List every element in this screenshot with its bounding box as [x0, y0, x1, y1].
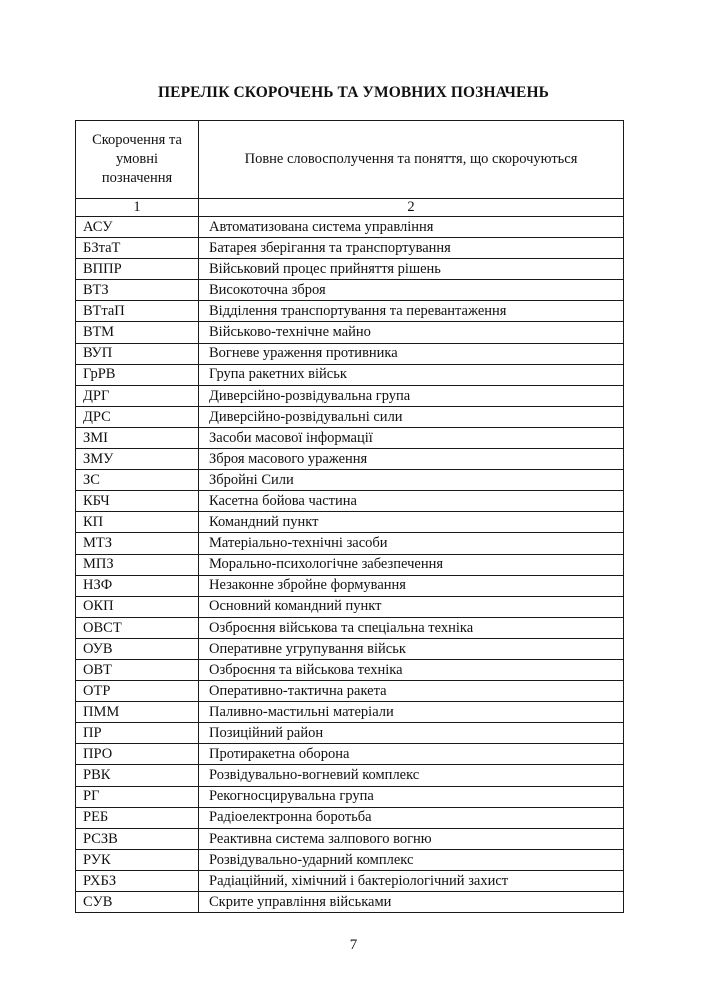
full-term-cell: Командний пункт	[199, 512, 624, 533]
header-full-term: Повне словосполучення та поняття, що скорочуються	[199, 121, 624, 199]
abbreviation-cell: НЗФ	[76, 575, 199, 596]
abbreviation-cell: ЗМІ	[76, 427, 199, 448]
abbreviation-cell: ДРС	[76, 406, 199, 427]
abbreviation-cell: ГрРВ	[76, 364, 199, 385]
table-row	[76, 259, 624, 280]
abbreviation-cell: ВУП	[76, 343, 199, 364]
table-row	[76, 807, 624, 828]
column-number-1: 1	[76, 199, 199, 217]
abbreviation-cell: ДРГ	[76, 385, 199, 406]
table-row	[76, 322, 624, 343]
table-row	[76, 406, 624, 427]
full-term-cell: Скрите управління військами	[199, 892, 624, 913]
abbreviation-cell: ВТЗ	[76, 280, 199, 301]
abbreviation-cell: ВППР	[76, 259, 199, 280]
table-row	[76, 828, 624, 849]
page-title: ПЕРЕЛІК СКОРОЧЕНЬ ТА УМОВНИХ ПОЗНАЧЕНЬ	[158, 84, 549, 101]
column-number-row	[76, 199, 624, 217]
table-row	[76, 554, 624, 575]
abbreviation-cell: ОУВ	[76, 638, 199, 659]
full-term-cell: Матеріально-технічні засоби	[199, 533, 624, 554]
table-row	[76, 238, 624, 259]
full-term-cell: Оперативно-тактична ракета	[199, 681, 624, 702]
table-row	[76, 470, 624, 491]
abbreviation-cell: РГ	[76, 786, 199, 807]
table-row	[76, 301, 624, 322]
full-term-cell: Вогневе ураження противника	[199, 343, 624, 364]
table-row	[76, 786, 624, 807]
full-term-cell: Паливно-мастильні матеріали	[199, 702, 624, 723]
table-row	[76, 449, 624, 470]
full-term-cell: Розвідувально-ударний комплекс	[199, 849, 624, 870]
full-term-cell: Автоматизована система управління	[199, 217, 624, 238]
abbreviation-cell: ВТтаП	[76, 301, 199, 322]
abbreviation-cell: СУВ	[76, 892, 199, 913]
full-term-cell: Батарея зберігання та транспортування	[199, 238, 624, 259]
full-term-cell: Рекогносцирувальна група	[199, 786, 624, 807]
page-number: 7	[349, 937, 358, 953]
table-row	[76, 491, 624, 512]
table-row	[76, 849, 624, 870]
abbreviations-table	[75, 120, 624, 913]
table-row	[76, 659, 624, 680]
abbreviation-cell: КБЧ	[76, 491, 199, 512]
table-row	[76, 723, 624, 744]
full-term-cell: Морально-психологічне забезпечення	[199, 554, 624, 575]
table-body	[76, 217, 624, 913]
abbreviation-cell: РУК	[76, 849, 199, 870]
table-row	[76, 744, 624, 765]
table-row	[76, 892, 624, 913]
full-term-cell: Група ракетних військ	[199, 364, 624, 385]
header-abbreviation: Скорочення та умовні позначення	[76, 121, 199, 199]
abbreviation-cell: ОТР	[76, 681, 199, 702]
full-term-cell: Високоточна зброя	[199, 280, 624, 301]
abbreviation-cell: РХБЗ	[76, 870, 199, 891]
full-term-cell: Радіоелектронна боротьба	[199, 807, 624, 828]
table-row	[76, 702, 624, 723]
abbreviation-cell: ВТМ	[76, 322, 199, 343]
table-row	[76, 617, 624, 638]
full-term-cell: Диверсійно-розвідувальна група	[199, 385, 624, 406]
table-row	[76, 596, 624, 617]
full-term-cell: Протиракетна оборона	[199, 744, 624, 765]
full-term-cell: Збройні Сили	[199, 470, 624, 491]
abbreviation-cell: ОВТ	[76, 659, 199, 680]
table-row	[76, 343, 624, 364]
table-row	[76, 765, 624, 786]
abbreviation-cell: ПРО	[76, 744, 199, 765]
full-term-cell: Розвідувально-вогневий комплекс	[199, 765, 624, 786]
abbreviation-cell: РСЗВ	[76, 828, 199, 849]
table-row	[76, 575, 624, 596]
table-row	[76, 427, 624, 448]
full-term-cell: Засоби масової інформації	[199, 427, 624, 448]
abbreviation-cell: ПР	[76, 723, 199, 744]
full-term-cell: Радіаційний, хімічний і бактеріологічний захист	[199, 870, 624, 891]
full-term-cell: Озброєння та військова техніка	[199, 659, 624, 680]
table-row	[76, 280, 624, 301]
abbreviation-cell: МТЗ	[76, 533, 199, 554]
abbreviation-cell: РЕБ	[76, 807, 199, 828]
abbreviation-cell: ПММ	[76, 702, 199, 723]
table-row	[76, 217, 624, 238]
table-row	[76, 638, 624, 659]
table-row	[76, 512, 624, 533]
full-term-cell: Незаконне збройне формування	[199, 575, 624, 596]
full-term-cell: Оперативне угрупування військ	[199, 638, 624, 659]
full-term-cell: Військовий процес прийняття рішень	[199, 259, 624, 280]
full-term-cell: Диверсійно-розвідувальні сили	[199, 406, 624, 427]
abbreviation-cell: ОКП	[76, 596, 199, 617]
abbreviation-cell: ОВСТ	[76, 617, 199, 638]
column-number-2: 2	[199, 199, 624, 217]
table-row	[76, 364, 624, 385]
table-row	[76, 385, 624, 406]
full-term-cell: Військово-технічне майно	[199, 322, 624, 343]
full-term-cell: Основний командний пункт	[199, 596, 624, 617]
full-term-cell: Відділення транспортування та перевантаження	[199, 301, 624, 322]
abbreviation-cell: ЗМУ	[76, 449, 199, 470]
abbreviation-cell: АСУ	[76, 217, 199, 238]
abbreviation-cell: РВК	[76, 765, 199, 786]
full-term-cell: Озброєння військова та спеціальна техніка	[199, 617, 624, 638]
full-term-cell: Зброя масового ураження	[199, 449, 624, 470]
table-row	[76, 533, 624, 554]
table-header-row	[76, 121, 624, 199]
abbreviation-cell: КП	[76, 512, 199, 533]
table-row	[76, 870, 624, 891]
abbreviation-cell: БЗтаТ	[76, 238, 199, 259]
full-term-cell: Реактивна система залпового вогню	[199, 828, 624, 849]
abbreviation-cell: ЗС	[76, 470, 199, 491]
table-row	[76, 681, 624, 702]
full-term-cell: Позиційний район	[199, 723, 624, 744]
full-term-cell: Касетна бойова частина	[199, 491, 624, 512]
abbreviation-cell: МПЗ	[76, 554, 199, 575]
